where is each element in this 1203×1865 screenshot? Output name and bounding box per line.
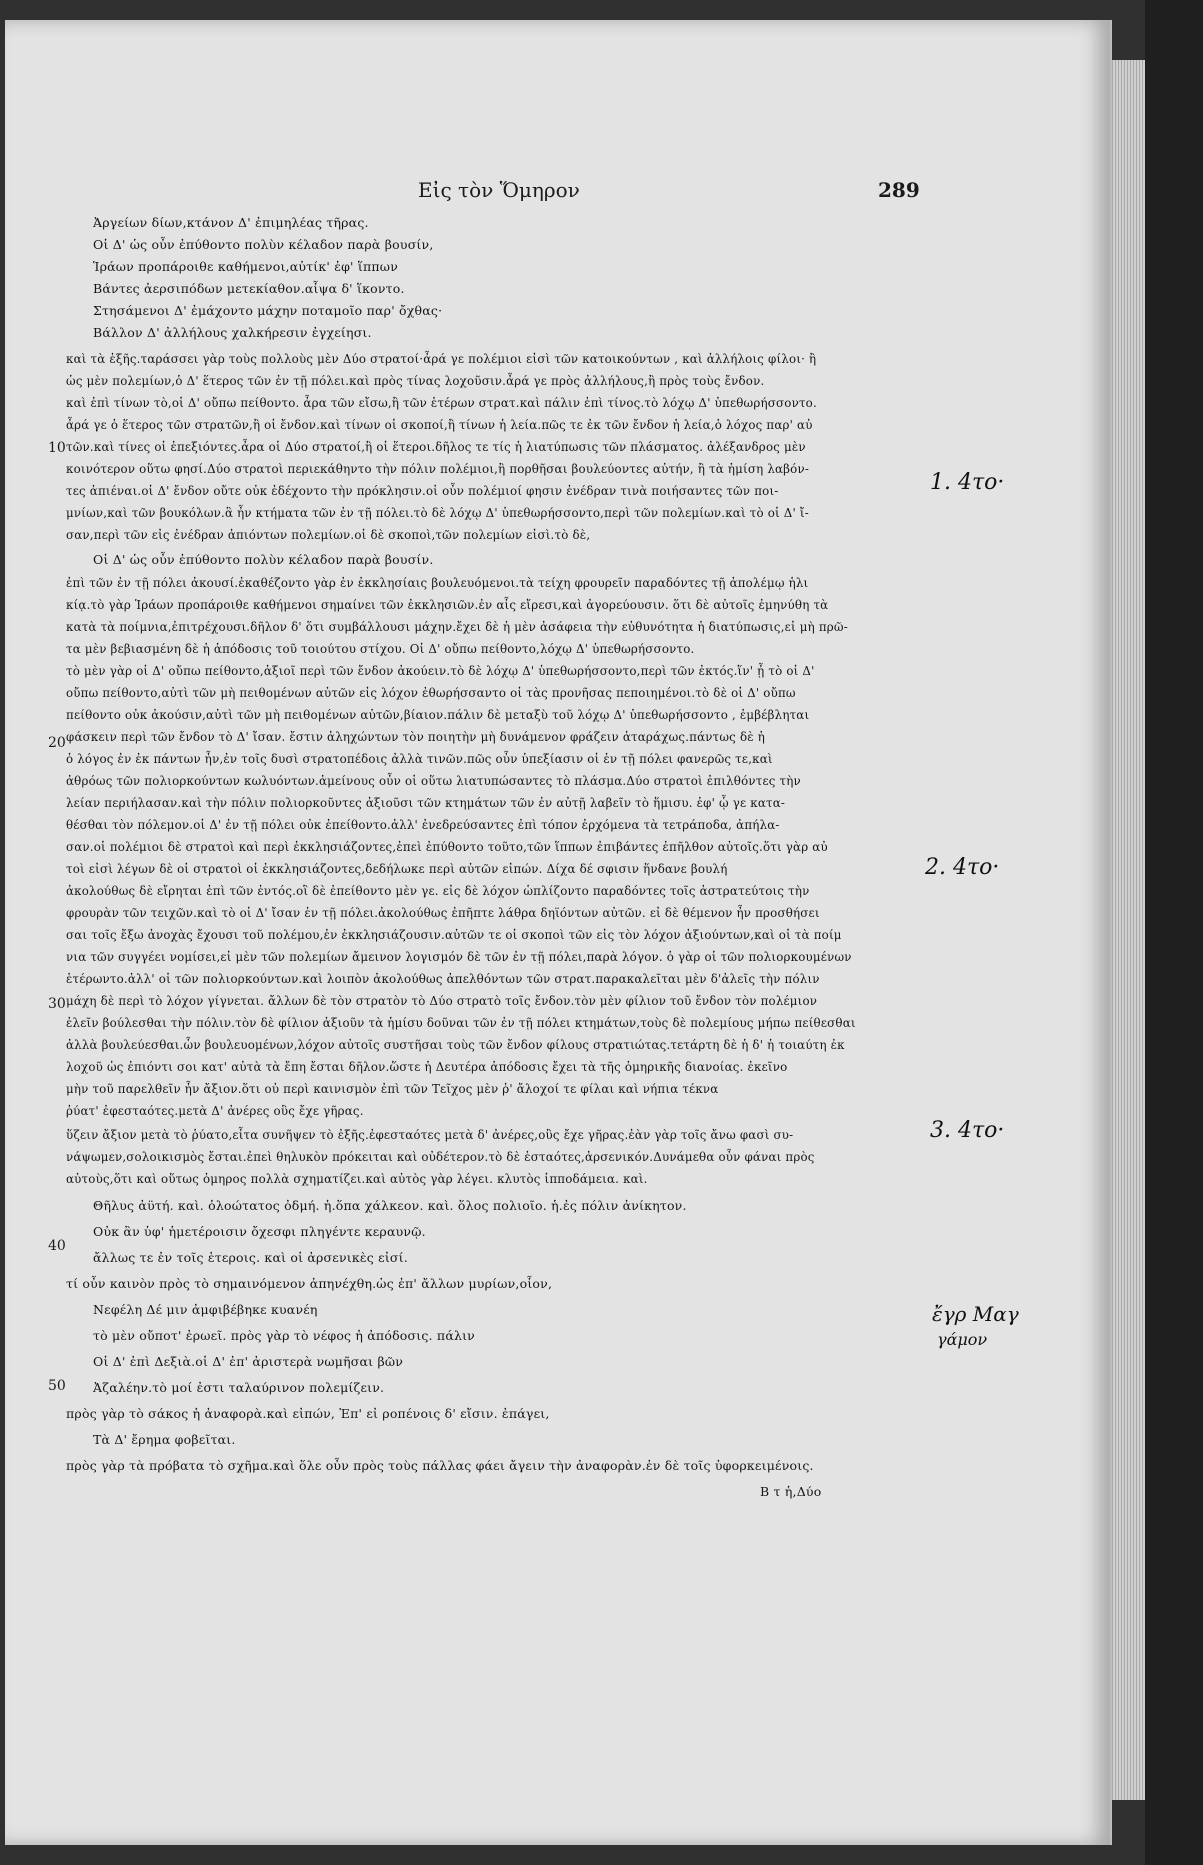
text-line: μάχη δὲ περὶ τὸ λόχον γίγνεται. ἄλλων δὲ τὸν στρατὸν τὸ Δύο στρατὸ τοῖς ἔνδον.τὸν μὲν φίλιον τοῦ ἔνδον τὸν πολέμιον (66, 994, 818, 1008)
text-line: Τὰ Δ' ἔρημα φοβεῖται. (93, 1432, 236, 1447)
text-line: λοχοῦ ὡς ἐπιόντι σοι κατ' αὐτὰ τὰ ἔπη ἔσται δῆλον.ὥστε ἡ Δευτέρα ἀπόδοσις ἔχει τὰ τῆς ὁμηρικῆς διανοίας. ἐκεῖνο (66, 1060, 788, 1074)
signature-mark: Β τ ἡ,Δύο (760, 1484, 822, 1499)
text-line: μὴν τοῦ παρελθεῖν ἦν ἄξιον.ὅτι οὐ περὶ καινισμὸν ἐπὶ τῶν Τεῖχος μὲν ῥ' ἄλοχοί τε φίλαι καὶ νήπια τέκνα (66, 1082, 719, 1096)
text-line: σαν,περὶ τῶν εἰς ἐνέδραν ἀπιόντων πολεμίων.οἱ δὲ σκοποὶ,τῶν πολεμίων εἰσὶ.τὸ δὲ, (66, 528, 591, 542)
text-line: ὁ λόγος ἐν ἐκ πάντων ἦν,ἐν τοῖς δυσὶ στρατοπέδοις ἀλλὰ τινῶν.πῶς οὖν ὑπεξίασιν οἱ ἐν τῇ πόλει φανερῶς τε,καὶ (66, 752, 773, 766)
text-line: Ἱράων προπάροιθε καθήμενοι,αὐτίκ' ἐφ' ἵππων (93, 259, 398, 274)
text-line: Βάντες ἀερσιπόδων μετεκίαθον.αἶψα δ' ἵκοντο. (93, 281, 405, 296)
line-number: 20 (48, 735, 66, 751)
line-number: 30 (48, 996, 66, 1012)
text-line: ῥύατ' ἐφεσταότες.μετὰ Δ' ἀνέρες οὓς ἔχε γῆρας. (66, 1104, 364, 1118)
text-line: κατὰ τὰ ποίμνια,ἐπιτρέχουσι.δῆλον δ' ὅτι συμβάλλουσι μάχην.ἔχει δὲ ἡ μὲν ἀσάφεια τὴν εὐθυνότητα ἡ διατύπωσις,εἰ μὴ πρῶ- (66, 620, 848, 634)
text-line: νια τῶν συγγέει νομίσει,εἰ μὲν τῶν πολεμίων ἄμεινον λογισμόν δὲ τῶν ἐν τῇ πόλει,παρὰ λόγον. ὁ γὰρ οἱ τῶν πολιορκουμένων (66, 950, 852, 964)
text-line: ἀθρόως τῶν πολιορκούντων κωλυόντων.ἀμείνους οὖν οἱ οὕτω λιατυπώσαντες τὸ πλάσμα.Δύο στρατοὶ ἐπιλθόντες τὴν (66, 774, 801, 788)
text-line: ἐλεῖν βούλεσθαι τὴν πόλιν.τὸν δὲ φίλιον ἀξιοῦν τὰ ἡμίσυ δοῦναι τῶν ἐν τῇ πόλει κτημάτων,τοὺς δὲ πολεμίους μήπω πείθεσθαι (66, 1016, 856, 1030)
text-line: τῶν.καὶ τίνες οἱ ἐπεξιόντες.ἆρα οἱ Δύο στρατοί,ἢ οἱ ἕτεροι.δῆλος τε τίς ἡ λιατύπωσις τῶν πλάσματος. ἀλέξανδρος μὲν (66, 440, 806, 454)
text-line: τες ἀπιέναι.οἱ Δ' ἔνδον οὔτε οὐκ ἐδέχοντο τὴν πρόκλησιν.οἱ οὖν πολέμιοί φησιν ἐνέδραν τινὰ ποιήσαντες τῶν ποι- (66, 484, 779, 498)
text-line: Θῆλυς ἀϋτή. καὶ. ὀλοώτατος ὀδμή. ἡ.ὅπα χάλκεον. καὶ. ὅλος πολιοῖο. ἡ.ἐς πόλιν ἀνίκητον. (93, 1198, 687, 1213)
text-line: Ἀργείων δίων,κτάνον Δ' ἐπιμηλέας τῆρας. (93, 215, 369, 230)
text-line: ἆρά γε ὁ ἕτερος τῶν στρατῶν,ἢ οἱ ἔνδον.καὶ τίνων οἱ σκοποί,ἢ τίνων ἡ λεία.πῶς τε ἐκ τῶν ἔνδον ἡ λεία,ὁ λόχος παρ' αὐ (66, 418, 813, 432)
margin-annotation: 1. 4το· (930, 470, 1005, 495)
text-line: Οἱ Δ' ὡς οὖν ἐπύθοντο πολὺν κέλαδον παρὰ βουσίν, (93, 237, 434, 252)
text-line: Οὐκ ἂν ὑφ' ἡμετέροισιν ὄχεσφι πληγέντε κεραυνῷ. (93, 1224, 426, 1239)
text-line: κίᾳ.τὸ γὰρ Ἱράων προπάροιθε καθήμενοι σημαίνει τῶν ἐκκλησιῶν.ἐν αἷς εἴρεσι,καὶ ἀγορεύουσιν. ὅτι δὲ αὐτοῖς ἐμηνύθη τὰ (66, 598, 829, 612)
text-line: λείαν περιήλασαν.καὶ τὴν πόλιν πολιορκοῦντες ἀξιοῦσι τῶν κτημάτων τῶν ἐν αὐτῇ λαβεῖν τὸ ἥμισυ. ἐφ' ᾧ γε κατα- (66, 796, 786, 810)
page-edges (1110, 60, 1145, 1800)
text-line: ἐπὶ τῶν ἐν τῇ πόλει ἀκουσί.ἐκαθέζοντο γὰρ ἐν ἐκκλησίαις βουλευόμενοι.τὰ τείχη φρουρεῖν παραδόντες τῇ ἀπολέμῳ ἡλι (66, 576, 809, 590)
text-line: κοινότερον οὕτω φησί.Δύο στρατοὶ περιεκάθηντο τὴν πόλιν πολέμιοι,ἢ πορθῆσαι βουλεύοντες αὐτήν, ἢ τὰ ἡμίση λαβόν- (66, 462, 810, 476)
book-binding (1145, 0, 1203, 1865)
text-line: τὸ μὲν γὰρ οἱ Δ' οὔπω πείθοντο,ἀξιοῖ περὶ τῶν ἔνδον ἀκούειν.τὸ δὲ λόχῳ Δ' ὑπεθωρήσσοντο,περὶ τῶν ἐκτός.ἵν' ᾖ τὸ οἱ Δ' (66, 664, 815, 678)
text-line: φρουρὰν τῶν τειχῶν.καὶ τὸ οἱ Δ' ἴσαν ἐν τῇ πόλει.ἀκολούθως ἐπῆπτε λάθρα δηϊόντων αὐτῶν. εἰ δὲ θέμενον ἦν προσθήσει (66, 906, 820, 920)
text-line: πρὸς γὰρ τὸ σάκος ἡ ἀναφορὰ.καὶ εἰπών, Ἐπ' εἰ ροπένοις δ' εἴσιν. ἐπάγει, (66, 1406, 550, 1421)
text-line: ἀλλὰ βουλεύεσθαι.ὧν βουλευομένων,λόχον αὐτοῖς συστῆσαι τοὺς τῶν ἔνδον φίλους στρατιώτας.τετάρτη δὲ ἡ δ' ἡ τοιαύτη ἐκ (66, 1038, 845, 1052)
text-line: νάψωμεν,σολοικισμὸς ἔσται.ἐπεὶ θηλυκὸν πρόκειται καὶ οὐδέτερον.τὸ δὲ ἑσταότες,ἀρσενικόν.Δυνάμεθα οὖν φάναι πρὸς (66, 1150, 815, 1164)
text-line: πρὸς γὰρ τὰ πρόβατα τὸ σχῆμα.καὶ ὅλε οὖν πρὸς τοὺς πάλλας φάει ἄγειν τὴν ἀναφορὰν.ἐν δὲ τοῖς ὑφορκειμένοις. (66, 1458, 814, 1473)
text-line: Νεφέλη Δέ μιν ἀμφιβέβηκε κυανέη (93, 1302, 318, 1317)
text-line: αὐτοὺς,ὅτι καὶ οὕτως ὁμηρος πολλὰ σχηματίζει.καὶ αὐτὸς γὰρ λέγει. κλυτὸς ἱπποδάμεια. καὶ. (66, 1172, 648, 1186)
text-line: τί οὖν καινὸν πρὸς τὸ σημαινόμενον ἀπηνέχθη.ὡς ἐπ' ἄλλων μυρίων,οἷον, (66, 1276, 553, 1291)
margin-annotation: ἔγρ Μαγ (932, 1302, 1019, 1326)
margin-annotation: 2. 4το· (925, 855, 1000, 880)
line-number: 40 (48, 1238, 66, 1254)
text-line: Οἱ Δ' ἐπὶ Δεξιὰ.οἱ Δ' ἐπ' ἀριστερὰ νωμῆσαι βῶν (93, 1354, 404, 1369)
text-line: οὔπω πείθοντο,αὐτὶ τῶν μὴ πειθομένων αὐτῶν εἰς λόχον ἐθωρήσσαντο οἱ τὰς προνῆσας πεποιημένοι.τὸ δὲ οἱ Δ' οὔπω (66, 686, 796, 700)
margin-annotation: 3. 4το· (930, 1118, 1005, 1143)
text-line: σαν.οἱ πολέμιοι δὲ στρατοὶ καὶ περὶ ἐκκλησιάζοντες,ἐπεὶ ἐπύθοντο τοῦτο,τῶν ἵππων ἐπιβάντες ἐπῆλθον αὐτοῖς.ὅτι γὰρ αὐ (66, 840, 828, 854)
text-line: Ἀζαλέην.τὸ μοί ἐστι ταλαύρινον πολεμίζειν. (93, 1380, 385, 1395)
text-line: μνίων,καὶ τῶν βουκόλων.ἃ ἦν κτήματα τῶν ἐν τῇ πόλει.τὸ δὲ λόχῳ Δ' ὑπεθωρήσσοντο,περὶ τῶν πολεμίων.καὶ τὸ οἱ Δ' ἴ- (66, 506, 809, 520)
text-line: Βάλλον Δ' ἀλλήλους χαλκήρεσιν ἐγχείησι. (93, 325, 372, 340)
text-line: ἀκολούθως δὲ εἴρηται ἐπὶ τῶν ἐντός.οἳ δὲ ἐπείθοντο μὲν γε. εἰς δὲ λόχον ὡπλίζοντο παραδόντες τοῖς ἀστρατεύτοις τὴν (66, 884, 810, 898)
text-line: σαι τοῖς ἔξω ἀνοχὰς ἔχουσι τοῦ πολέμου,ἐν ἐκκλησιάζουσιν.αὐτῶν τε οἱ σκοποὶ τῶν εἰς τὸν λόχον ἀξιούντων,καὶ οἱ τὰ ποίμ (66, 928, 842, 942)
text-line: ἑτέρωντο.ἀλλ' οἱ τῶν πολιορκούντων.καὶ λοιπὸν ἀκολούθως ἀπελθόντων τῶν στρατ.παρακαλεῖται μὲν δ'ἀλεῖς τὴν πόλιν (66, 972, 820, 986)
text-line: θέσθαι τὸν πόλεμον.οἱ Δ' ἐν τῇ πόλει οὐκ ἐπείθοντο.ἀλλ' ἐνεδρεύσαντες ἐπὶ τόπον ἐρχόμενα τὰ τετράποδα, ἀπήλα- (66, 818, 780, 832)
margin-annotation: γάμον (937, 1330, 988, 1349)
text-line: ὡς μὲν πολεμίων,ὁ Δ' ἕτερος τῶν ἐν τῇ πόλει.καὶ πρὸς τίνας λοχοῦσιν.ἆρά γε πρὸς ἀλλήλους,ἢ πρὸς τοὺς ἔνδον. (66, 374, 765, 388)
text-line: τα μὲν βεβιασμένη δὲ ἡ ἀπόδοσις τοῦ τοιούτου στίχου. Οἱ Δ' οὔπω πείθοντο,λόχῳ Δ' ὑπεθωρήσσοντο. (66, 642, 695, 656)
running-header: Εἰς τὸν Ὅμηρον (418, 178, 580, 202)
text-line: φάσκειν περὶ τῶν ἔνδον τὸ Δ' ἴσαν. ἔστιν ἀληχώντων τὸν ποιητὴν μὴ δυνάμενον φράζειν ἀταράχως.πάντως δὲ ἡ (66, 730, 765, 744)
text-line: τὸ μὲν οὔποτ' ἐρωεῖ. πρὸς γὰρ τὸ νέφος ἡ ἀπόδοσις. πάλιν (93, 1328, 475, 1343)
line-number: 50 (48, 1378, 66, 1394)
text-line: ὕζειν ἄξιον μετὰ τὸ ῥύατο,εἶτα συνῆψεν τὸ ἐξῆς.ἐφεσταότες μετὰ δ' ἀνέρες,οὓς ἔχε γῆρας.ἐὰν γὰρ τοῖς ἄνω φασὶ συ- (66, 1128, 794, 1142)
text-line: Στησάμενοι Δ' ἐμάχοντο μάχην ποταμοῖο παρ' ὄχθας· (93, 303, 443, 318)
text-line: καὶ ἐπὶ τίνων τὸ,οἱ Δ' οὔπω πείθοντο. ἆρα τῶν εἴσω,ἢ τῶν ἑτέρων στρατ.καὶ πάλιν ἐπὶ τίνος.τὸ λόχῳ Δ' ὑπεθωρήσσοντο. (66, 396, 817, 410)
text-line: Οἱ Δ' ὡς οὖν ἐπύθοντο πολὺν κέλαδον παρὰ βουσίν. (93, 552, 434, 567)
text-line: τοὶ εἰσὶ λέγων δὲ οἱ στρατοὶ οἱ ἐκκλησιάζοντες,δεδήλωκε περὶ αὐτῶν εἰπών. Δίχα δέ σφισιν ἥνδανε βουλή (66, 862, 728, 876)
line-number: 10 (48, 440, 66, 456)
text-line: ἄλλως τε ἐν τοῖς ἑτεροις. καὶ οἱ ἀρσενικὲς εἰσί. (93, 1250, 408, 1265)
page-number: 289 (878, 178, 920, 202)
text-line: καὶ τὰ ἑξῆς.ταράσσει γὰρ τοὺς πολλοὺς μὲν Δύο στρατοί·ἆρά γε πολέμιοι εἰσὶ τῶν κατοικούντων , καὶ ἀλλήλοις φίλοι· ἢ (66, 352, 817, 366)
text-line: πείθοντο οὐκ ἀκούσιν,αὐτὶ τῶν μὴ πειθομένων αὐτῶν,βίαιον.πάλιν δὲ μεταξὺ τοῦ λόχῳ Δ' ὑπεθωρήσσοντο , ἐμβέβληται (66, 708, 810, 722)
